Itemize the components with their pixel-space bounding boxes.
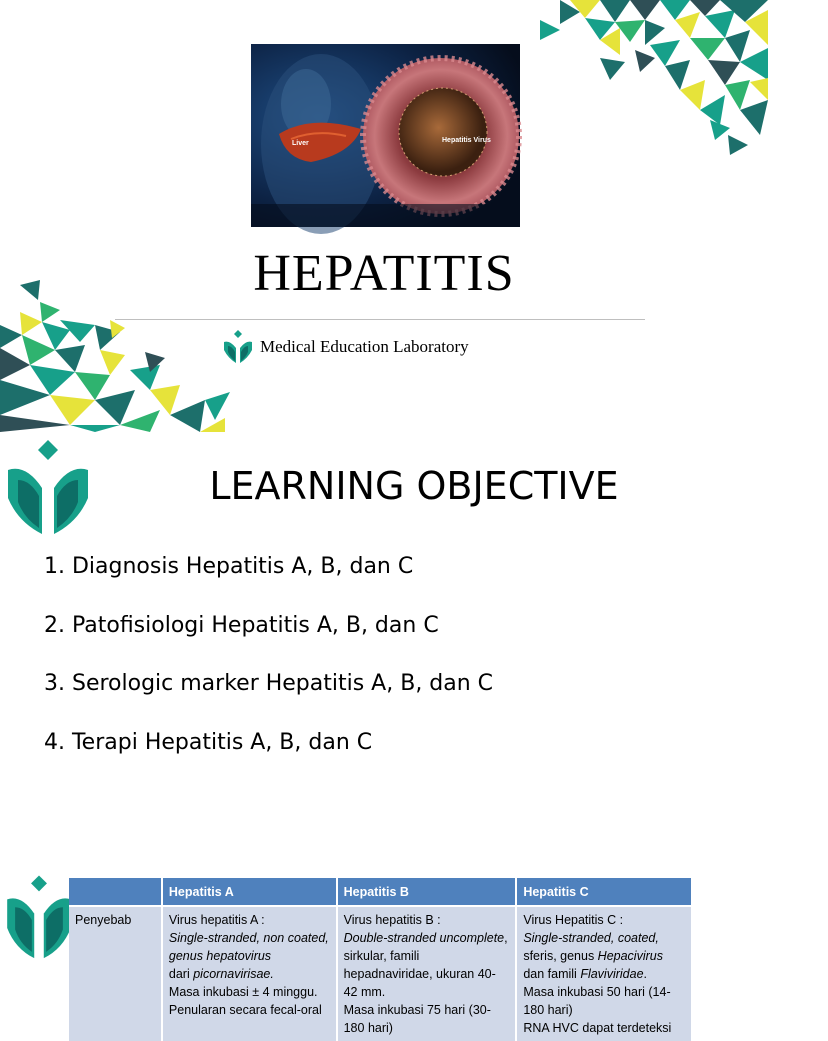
- list-item: 2. Patofisiologi Hepatitis A, B, dan C: [44, 612, 439, 638]
- cell-line: Penularan secara fecal-oral: [168, 1003, 322, 1017]
- cell-line: [523, 965, 685, 983]
- list-item: 3. Serologic marker Hepatitis A, B, dan C: [44, 671, 494, 697]
- cell-line: [523, 947, 685, 965]
- organization-line: [222, 330, 469, 364]
- table-header-row: [69, 878, 692, 906]
- cell-text: Double-stranded uncomplete: [343, 931, 505, 945]
- cell-line: [169, 965, 330, 983]
- cell-line: Virus hepatitis B :: [343, 913, 441, 927]
- comparison-table-slide: [0, 864, 768, 1035]
- table-header-cell: Hepatitis C: [516, 878, 692, 906]
- geometric-decoration-top-right: [540, 0, 768, 155]
- table-cell-hepatitis-b: [337, 906, 517, 1041]
- learning-objective-slide: [0, 432, 768, 864]
- cell-text: .: [643, 967, 648, 981]
- objectives-list: [44, 552, 493, 787]
- table-header-cell: [69, 878, 162, 906]
- liver-label: Liver: [292, 140, 309, 147]
- list-item: 1. Diagnosis Hepatitis A, B, dan C: [44, 554, 414, 579]
- cell-text: dari: [168, 967, 194, 981]
- cell-line: Masa inkubasi 75 hari (30-180 hari): [343, 1003, 491, 1035]
- table-cell-hepatitis-a: [162, 906, 337, 1041]
- cell-text: picornavirisae.: [193, 967, 274, 981]
- cell-line: Single-stranded, non coated, genus hepatovirus: [168, 931, 329, 963]
- table-row: [69, 906, 692, 1041]
- row-label: Penyebab: [69, 906, 162, 1041]
- hepatitis-comparison-table: [69, 878, 693, 1041]
- cell-line: Single-stranded, coated,: [523, 931, 659, 945]
- table-cell-hepatitis-c: [516, 906, 692, 1041]
- cell-line: [344, 929, 510, 1001]
- cell-text: dan famili: [523, 967, 581, 981]
- list-item: 4. Terapi Hepatitis A, B, dan C: [44, 730, 373, 756]
- slide-title: HEPATITIS: [253, 245, 515, 302]
- cell-line: Masa inkubasi ± 4 minggu.: [168, 985, 318, 999]
- organization-name: Medical Education Laboratory: [260, 337, 469, 356]
- cell-text: sferis, genus: [523, 949, 598, 963]
- title-slide: [0, 0, 768, 432]
- slide-title: LEARNING OBJECTIVE: [209, 464, 619, 508]
- cell-line: Masa inkubasi 50 hari (14-180 hari): [523, 985, 671, 1017]
- cell-line: Virus Hepatitis C :: [523, 913, 624, 927]
- medical-lab-logo-icon: [222, 330, 254, 364]
- medical-lab-logo-icon: [4, 870, 74, 970]
- hero-image-liver-virus: [251, 44, 520, 227]
- title-divider: [115, 319, 645, 320]
- cell-text: Hepacivirus: [597, 949, 663, 963]
- cell-text: , sirkular, famili hepadnaviridae, ukuran 40-42 mm.: [343, 931, 508, 999]
- virus-label: Hepatitis Virus: [442, 137, 491, 144]
- cell-text: Flaviviridae: [580, 967, 644, 981]
- cell-line: Virus hepatitis A :: [168, 913, 265, 927]
- table-header-cell: Hepatitis A: [162, 878, 337, 906]
- table-header-cell: Hepatitis B: [337, 878, 517, 906]
- cell-line: RNA HVC dapat terdeteksi: [523, 1021, 672, 1035]
